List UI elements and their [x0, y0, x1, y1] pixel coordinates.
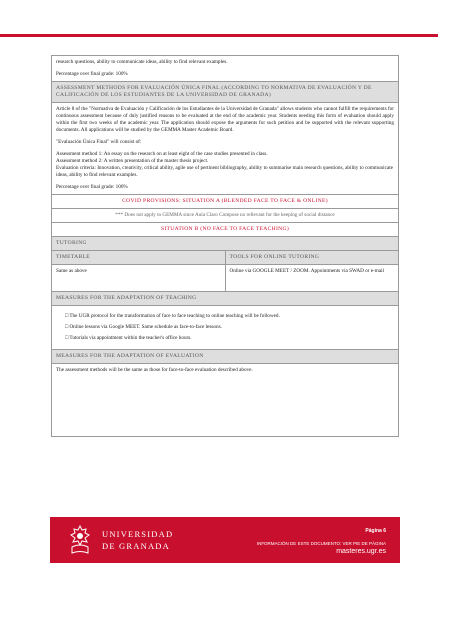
- adaptation-teaching-cell: [52, 306, 399, 350]
- list-item: [65, 335, 394, 342]
- document-info: INFORMACIÓN DE ESTE DOCUMENTO: VER PIE DE PÁGINA: [256, 541, 386, 546]
- tutoring-heading: TUTORING: [52, 237, 399, 251]
- timetable-value: Same as above: [52, 265, 226, 292]
- checkbox-icon: □: [65, 335, 69, 341]
- table-row: [52, 103, 399, 195]
- table-row: [52, 209, 399, 223]
- criteria-text: Evaluation criteria: Innovation, creativity, critical ability, agile use of pertinent bibliography, ability to summarise main research questions, ability to communicate ideas, ability to find relevant examples.: [56, 165, 393, 178]
- table-row: [52, 265, 399, 292]
- continued-cell: [52, 56, 399, 82]
- table-row: [52, 237, 399, 251]
- covid-note: *** Does not apply to GEMMA since Aula Claro Compose no rellevant for the keeping of social distance: [52, 209, 399, 223]
- article-text: Article 8 of the "Normativa de Evaluación y Calificación de los Estudiantes de la Universidad de Granada" allows students who cannot fulfill the requirements for continuous assessment because of duly justified reasons to be evaluated at the end of the academic year. Students needing this form of evaluation should apply within the first two weeks of the academic year. The application should expose the arguments for such petition and be supported with the relevant supporting documents. All applications will be studied by the GEMMA Master Academic Board.: [56, 106, 394, 133]
- checkbox-icon: □: [65, 313, 69, 319]
- page-number: Página 6: [365, 528, 386, 534]
- list-item-text: Tutorials via appointment within the teacher's office hours.: [69, 335, 192, 341]
- table-row: [52, 82, 399, 103]
- checkbox-icon: □: [65, 324, 69, 330]
- website-link[interactable]: masteres.ugr.es: [336, 548, 386, 555]
- covid-title: COVID PROVISIONS: SITUATION A (BLENDED FACE TO FACE & ONLINE): [52, 195, 399, 209]
- list-item-text: The UGR protocol for the transformation of face to face teaching to online teaching will be followed.: [69, 313, 280, 319]
- adaptation-evaluation-text: The assessment methods will be the same as those for face-to-face evaluation described above.: [52, 364, 399, 437]
- continued-line: research questions, ability to communicate ideas, ability to find relevant examples.: [56, 59, 228, 65]
- university-name-line1: UNIVERSIDAD: [102, 529, 174, 539]
- intro-text: "Evaluación Única Final" will consist of:: [56, 139, 142, 145]
- table-row: [52, 306, 399, 350]
- tools-header: TOOLS FOR ONLINE TUTORING: [225, 251, 399, 265]
- method-1: Assessment method 1: An essay on the research on at least eight of the case studies presented in class.: [56, 151, 268, 157]
- university-seal-icon: [68, 525, 92, 555]
- continued-percentage: Percentage over final grade: 100%: [56, 71, 128, 77]
- table-row: [52, 350, 399, 364]
- timetable-header: TIMETABLE: [52, 251, 226, 265]
- table-row: [52, 292, 399, 306]
- adaptation-evaluation-heading: MEASURES FOR THE ADAPTATION OF EVALUATION: [52, 350, 399, 364]
- table-row: [52, 195, 399, 209]
- single-eval-heading: ASSESSMENT METHODS FOR EVALUACIÓN ÚNICA FINAL (ACCORDING TO NORMATIVA DE EVALUACIÓN Y DE CALIFICACIÓN DE LOS ESTUDIANTES DE LA UNIVERSIDAD DE GRANADA): [52, 82, 399, 103]
- list-item: [65, 324, 394, 331]
- list-item-text: Online lessons via Google MEET. Same schedule as face-to-face lessons.: [69, 324, 222, 330]
- table-row: [52, 223, 399, 237]
- table-row: [52, 56, 399, 82]
- situation-b-title: SITUATION B (NO FACE TO FACE TEACHING): [52, 223, 399, 237]
- guide-table: [51, 55, 399, 437]
- single-eval-percentage: Percentage over final grade: 100%: [56, 184, 128, 190]
- method-2: Assessment method 2: A written presentation of the master thesis project.: [56, 158, 209, 164]
- top-red-bar: [0, 34, 438, 37]
- single-eval-cell: [52, 103, 399, 195]
- adaptation-teaching-heading: MEASURES FOR THE ADAPTATION OF TEACHING: [52, 292, 399, 306]
- university-name-line2: DE GRANADA: [102, 541, 170, 551]
- table-row: [52, 251, 399, 265]
- tools-value: Online via GOOGLE MEET / ZOOM. Appointments via SWAD or e-mail: [225, 265, 399, 292]
- table-row: [52, 364, 399, 437]
- footer-bar: [50, 517, 400, 563]
- list-item: [65, 313, 394, 320]
